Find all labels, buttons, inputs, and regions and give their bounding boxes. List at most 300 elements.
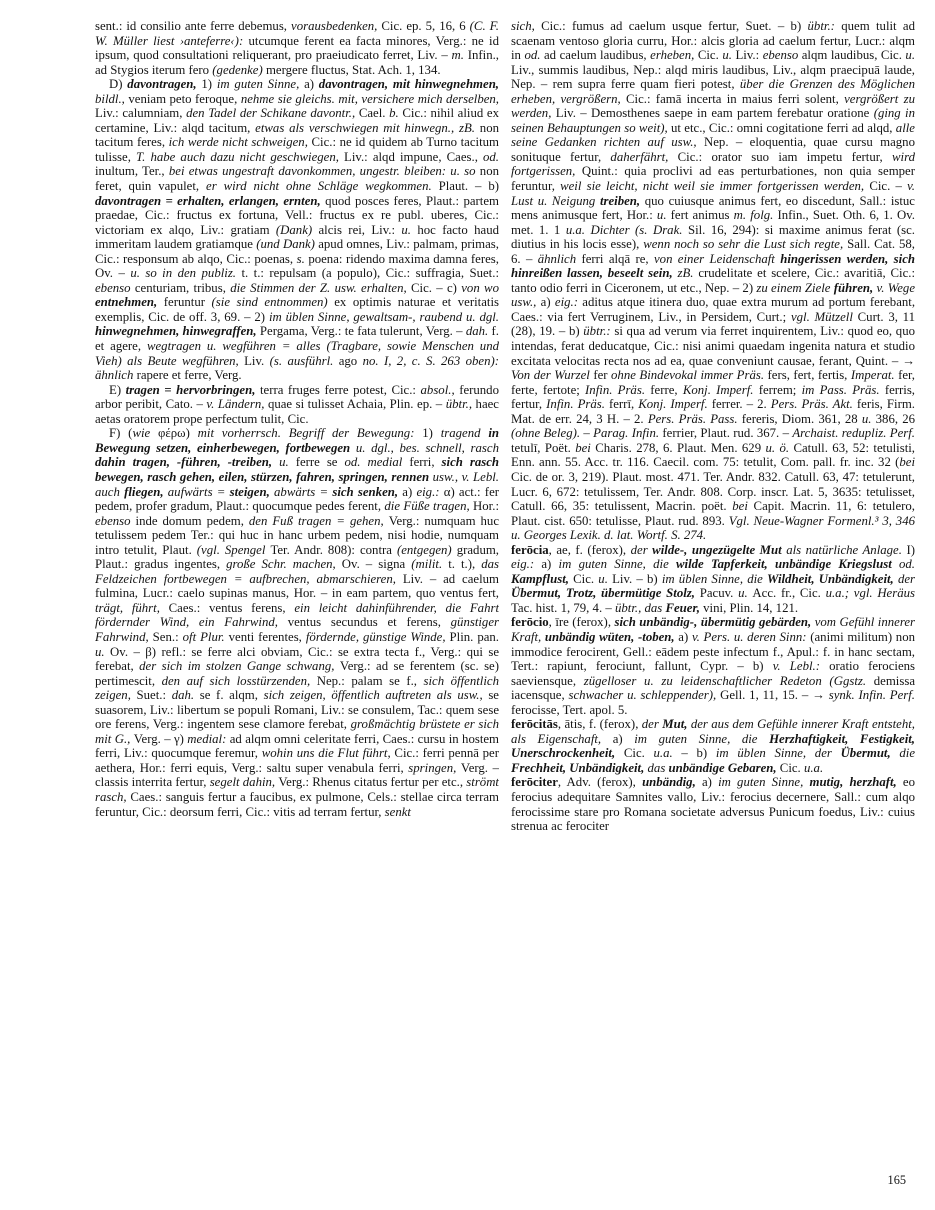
text-run-italic: der aus dem Gefühle innerer Kraft entsteht, als Eigenschaft,	[511, 717, 915, 746]
text-run-italic: der sich im stolzen Gange schwang,	[139, 659, 340, 674]
text-run: a)	[701, 775, 719, 790]
text-run-italic: u. so in den publiz.	[130, 266, 242, 281]
text-run-italic: Konj. Imperf.	[682, 382, 759, 397]
text-run: alcis rei, Liv.:	[318, 222, 402, 237]
text-run: hoc facto haud immeritam laudem gratiamque	[95, 222, 499, 252]
text-run-italic: nehme sie gleichs. mit, versichere mich derselben,	[240, 91, 499, 106]
text-run: a)	[541, 557, 559, 572]
text-run-italic: (Dank)	[275, 222, 319, 237]
text-run: quo cuiusque animus fert, eo discedunt, Sall.: istuc mens animusque fert, Hor.:	[511, 193, 915, 223]
text-run-italic: v. Wege usw.,	[511, 280, 915, 310]
text-run-italic: fördernde, günstige Winde,	[305, 629, 450, 644]
text-run-italic: od.	[483, 149, 499, 164]
text-run: Cic.	[573, 571, 599, 586]
text-run: Tac. hist. 1, 79, 4. –	[511, 600, 615, 615]
text-run: apud omnes, Liv.: palmam, primas, Cic.: responsum ab alqo, Cic.: poenas,	[95, 237, 499, 266]
text-run-italic: v. Lust u. Neigung	[511, 179, 915, 208]
text-run: Plaut. – b)	[438, 179, 499, 194]
text-run-bold-italic: Mut,	[662, 717, 691, 732]
text-run: Cic.: famā incerta in maius ferri solent,	[626, 91, 845, 106]
text-run-italic: u. dgl., bes. schnell, rasch	[355, 440, 499, 455]
text-run: a)	[540, 295, 555, 310]
text-run: non feret, quin vapulet,	[95, 164, 499, 194]
text-run: rapere et ferre, Verg.	[136, 368, 242, 383]
text-run-italic: im Pass. Präs.	[801, 382, 885, 397]
text-run-italic: ein leicht dahinführender, die Fahrt fördernder Wind, ein Fahrwind,	[95, 600, 499, 630]
text-run-italic: u.a.; vgl. Heräus	[825, 586, 915, 601]
text-run-italic: erheben,	[650, 48, 698, 63]
text-run: ferre se	[295, 455, 345, 470]
text-run-italic: v. Lebl.:	[772, 659, 830, 674]
text-run-italic: segelt dahin,	[209, 775, 279, 790]
text-run-italic: bildl.,	[95, 91, 129, 106]
text-run: Pacuv.	[699, 586, 739, 601]
text-run: gradum, Plaut.: gradus ingentes,	[95, 542, 499, 572]
text-run: t. t.),	[448, 557, 482, 572]
text-run-italic: u.	[656, 208, 671, 223]
text-run: Liv.: alqd impune, Caes.,	[344, 149, 483, 164]
paragraph	[95, 426, 499, 819]
text-run-italic: zB.	[677, 266, 699, 281]
text-run: ferrier, Plaut. rud. 367. –	[662, 426, 793, 441]
text-run: feruntur	[163, 295, 212, 310]
headword: ferōciter	[511, 775, 558, 790]
text-run: Cic.	[623, 746, 654, 761]
text-run-italic: v. Ländern,	[206, 397, 268, 412]
text-run-italic: u.a. Dichter (s. Drak.	[565, 222, 688, 237]
text-run-italic: den Fuß tragen = gehen,	[248, 513, 389, 528]
text-run: φέρω)	[158, 426, 198, 441]
text-run-italic: übtr., das	[614, 600, 666, 615]
text-run-italic: absol.,	[420, 382, 460, 397]
text-run-italic: etwas als verschwiegen mit hinwegn., zB.	[255, 120, 480, 135]
text-run-italic: von wo	[461, 280, 499, 295]
text-run-italic: (C. F. W. Müller liest ›anteferre‹):	[95, 19, 499, 48]
text-run: quem tulit ad scaenam ventoso gloria curru, Hor.: alcis gloria ad caelum fertur, Lucr.: alqm in	[511, 19, 915, 63]
text-run-italic: m. folg.	[733, 208, 778, 223]
text-run-bold-italic: sich senken,	[332, 484, 403, 499]
text-run-bold-italic: Feuer,	[665, 600, 704, 615]
text-run-italic: (ohne Beleg).	[511, 426, 584, 441]
text-run-italic: im üblen Sinne, gewaltsam-, raubend u. dgl.	[268, 309, 499, 324]
text-run: I)	[906, 542, 915, 557]
text-run-italic: u.	[401, 222, 418, 237]
text-run-italic: abwärts =	[274, 484, 333, 499]
headword: ferōcio	[511, 615, 549, 630]
text-run-italic: u.	[722, 48, 736, 63]
text-run: poena: ridendo maxima damna feres, Ov. –	[95, 251, 499, 281]
text-run: Cic.: ferri pennā per aethera, Hor.: ferri equis, Verg.: saltu super venabula ferri,	[95, 746, 499, 775]
text-run: Charis. 278, 6. Plaut. Men. 629	[595, 440, 766, 455]
text-run-bold-italic: davontragen,	[127, 77, 202, 92]
text-run: Infin., Suet. Oth. 6, 1. Ov. met. 1. 1	[511, 208, 915, 237]
text-run: 1)	[201, 77, 217, 92]
text-run-italic: ähnlich	[537, 251, 582, 266]
text-run: E)	[109, 382, 126, 397]
text-run-italic: (sie sind entnommen)	[211, 295, 335, 310]
text-run: ad caelum laudibus,	[544, 48, 651, 63]
text-run: , ātis, f. (ferox),	[557, 717, 642, 732]
text-run-bold-italic: hinwegnehmen, hinwegraffen,	[95, 324, 260, 339]
text-run-italic: zügelloser u. zu leidenschaftlicher Redeton (Ggstz.	[583, 673, 874, 688]
text-run-bold-italic: unbändig,	[642, 775, 702, 790]
text-run-italic: als natürliche Anlage.	[786, 542, 907, 557]
paragraph	[511, 717, 915, 775]
text-run: Caes.: sanguis fertur a faucibus, ex pulmone, Cels.: stellae circa terram feruntur, Cic.: deorsum ferri, Cic.: vitis ad terram fertur,	[95, 789, 499, 819]
text-run-italic: eig.:	[511, 557, 542, 572]
text-run: Ov. – β) refl.: se ferre alci obviam, Cic.: se extra tecta f., Verg.: qui se ferebat,	[95, 644, 499, 674]
text-run-italic: das Feldzeichen fortbewegen = aufbrechen, abmarschieren,	[95, 557, 499, 586]
text-run: Cic. de or. 3, 219). Plaut. most. 471. Ter. Andr. 832. Catull. 63, 47: tetulerunt, Lucr. 6, 672: tetulissem, Ter. Andr. 808. Corp. inscr. Lat. 5, 3635: tetulisset, Catull. 66, 35: tetulissent, Macrin. poët.	[511, 469, 915, 514]
text-run: ex optimis naturae et veritatis exemplis, Cic. de off. 3, 69. – 2)	[95, 295, 499, 324]
text-run-bold-italic: mutig, herzhaft,	[809, 775, 903, 790]
text-run: terra fruges ferre potest, Cic.:	[259, 382, 421, 397]
text-run-italic: bei	[575, 440, 596, 455]
text-run-bold-italic: Übermut,	[840, 746, 900, 761]
text-run-italic: eig.:	[554, 295, 583, 310]
text-run-bold-italic: führen,	[833, 280, 877, 295]
text-run-italic: u.	[279, 455, 296, 470]
text-run-italic: ich werde nicht schweigen,	[168, 135, 312, 150]
text-run: centuriam, tribus,	[134, 280, 231, 295]
text-run: ferrem;	[758, 382, 802, 397]
text-run-italic: sich zeigen, öffentlich auftreten als usw.,	[263, 688, 489, 703]
text-run-bold-italic: wilde-, ungezügelte Mut	[652, 542, 787, 557]
text-run-italic: u.	[905, 48, 915, 63]
text-run-italic: u.	[861, 411, 876, 426]
text-run-bold-italic: fliegen,	[124, 484, 168, 499]
text-run-italic: dah.	[171, 688, 200, 703]
text-run-italic: Infin. Präs.	[585, 382, 651, 397]
text-run-italic: s.	[296, 251, 309, 266]
text-run: F) (	[109, 426, 133, 441]
text-run-italic: (entgegen)	[396, 542, 457, 557]
text-run-italic: bei	[732, 499, 754, 514]
text-run-italic: Pers. Präs. Akt.	[770, 397, 857, 412]
text-run-italic: (ging in seinen Behauptungen so weit),	[511, 106, 915, 135]
text-run: Verg.: numquam huc tetulissem pedem Ter.: qui huc in hanc urbem pedem, nisi hodie, numquam intro tetulit, Plaut.	[95, 513, 499, 557]
text-run-italic: Von der Wurzel	[511, 368, 594, 383]
text-run: Hor.:	[473, 499, 499, 514]
text-run: a)	[402, 484, 417, 499]
text-run: non tacitum feres,	[95, 120, 499, 150]
text-run-italic: die Füße tragen,	[384, 499, 474, 514]
text-run-italic: u.a.	[653, 746, 682, 761]
text-run-italic: ebenso	[95, 513, 136, 528]
text-run: Pergama, Verg.: te fata tulerunt, Verg. –	[259, 324, 466, 339]
text-run-bold-italic: unbändige Gebaren,	[668, 760, 780, 775]
text-run-bold-italic: wilde Tapferkeit, unbändige Kriegslust	[676, 557, 899, 572]
text-run: fereris, Diom. 361, 28	[741, 411, 862, 426]
text-run-italic: Pers. Präs. Pass.	[647, 411, 742, 426]
text-run-italic: daherfährt,	[610, 149, 678, 164]
text-run: se suasorem, Liv.: libertum se populi Romani, Liv.: se consulem, Tac.: quem sese ore ferens, Verg.: ingentem sese clamore ferebat,	[95, 688, 499, 732]
text-run-bold-italic: sich unbändig-, übermütig gebärden,	[614, 615, 815, 630]
text-run-bold-italic: davontragen = erhalten, erlangen, ernten,	[95, 193, 326, 208]
text-run: Ov. – signa	[341, 557, 412, 572]
text-run: ferre,	[650, 382, 683, 397]
text-run-italic: wenn noch so sehr die Lust sich regte,	[643, 237, 848, 252]
text-run: fers, fert, fertis,	[767, 368, 851, 383]
text-run: Nep.: palam se f.,	[316, 673, 424, 688]
text-run: Cic.: fumus ad caelum usque fertur, Suet. – b)	[541, 19, 808, 33]
text-run: –	[583, 426, 594, 441]
paragraph	[511, 19, 915, 543]
text-run: tetulī, Poët.	[511, 440, 576, 455]
text-run: – b)	[681, 746, 716, 761]
text-run: ut etc., Cic.: omni cogitatione ferri ad alqd,	[671, 120, 896, 135]
text-run: ferocisse, Tert. apol. 5.	[511, 702, 628, 717]
paragraph	[95, 19, 499, 77]
text-run-italic: od.	[899, 557, 915, 572]
text-run: si qua ad verum via ferret inquirentem, Liv.: quod eo, quo intendas, ferat deducatque, Cic.: nisi animi quaedam ingenita natura et studio excitata velocitas recta nos ad ea, quae conveniunt causae, ferant, Quint. – →	[511, 324, 915, 368]
text-run: venti ferentes,	[228, 629, 306, 644]
text-run-italic: vgl. Mützell	[790, 309, 858, 324]
text-run: demissa iacensque,	[511, 673, 915, 703]
text-run-bold-italic: unbändig wüten, -toben,	[544, 629, 679, 644]
headword: ferōcitās	[511, 717, 558, 732]
paragraph	[511, 615, 915, 717]
text-run-italic: no. I, 2, c. S. 263 oben): ähnlich	[95, 353, 499, 383]
text-run: Liv.	[244, 353, 270, 368]
text-run: ferrī,	[608, 397, 639, 412]
text-run-italic: alle seine Gedanken richten auf usw.,	[511, 120, 915, 150]
text-run: alqm laudibus, Cic.	[801, 48, 906, 63]
paragraph	[511, 543, 915, 616]
text-run-italic: b.	[389, 106, 403, 121]
text-run-italic: der	[630, 542, 653, 557]
text-run-italic: wegtragen u. wegführen = alles (Tragbare, sowie Menschen und Vieh) als Beute wegführen,	[95, 339, 499, 368]
text-run-italic: synk. Infin. Perf.	[828, 688, 915, 703]
text-run-italic: im üblen Sinne, die	[661, 571, 768, 586]
text-run-italic: (vgl. Spengel	[196, 542, 271, 557]
headword: ferōcia	[511, 542, 549, 557]
text-run-italic: mit vorherrsch. Begriff der Bewegung:	[197, 426, 423, 441]
text-run: a)	[678, 629, 692, 644]
text-run: Capit. Macrin. 11, 6: tetulero, Plaut. cist. 650: tetulisse, Plaut. rud. 893.	[511, 499, 915, 528]
text-run: 386, 26	[875, 411, 915, 426]
text-run-italic: wohin uns die Flut führt,	[261, 746, 395, 761]
text-run-italic: der	[641, 717, 663, 732]
text-run: ventus secundus et ferens,	[287, 615, 451, 630]
text-run-italic: Imperat.	[850, 368, 899, 383]
text-run: Liv. – ad caelum fulmina, Lucr.: caelo supinas manus, Hor. – in eam partem, quo ventus fert,	[95, 571, 499, 601]
text-run: Caes.: ventus ferens,	[168, 600, 295, 615]
text-run-bold-italic: tragen = hervorbringen,	[125, 382, 260, 397]
text-run-italic: von einer Leidenschaft	[653, 251, 781, 266]
text-run: Verg. – γ)	[133, 731, 188, 746]
text-run-italic: sich,	[511, 19, 542, 33]
text-run: ad alqm omni celeritate ferri, Caes.: cursu in hostem ferri, Liv.: quocumque feremur,	[95, 731, 499, 761]
text-run: sent.: id consilio ante ferre debemus,	[95, 19, 292, 33]
text-run-italic: bei etwas ungestraft davonkommen, ungestr. bleiben: u. so	[168, 164, 480, 179]
text-run-italic: tragend	[440, 426, 489, 441]
text-run-bold-italic: Wildheit, Unbändigkeit,	[767, 571, 898, 586]
text-run-italic: vorausbedenken,	[291, 19, 382, 33]
text-run: mergere fluctus, Stat. Ach. 1, 134.	[265, 62, 441, 77]
text-run: Liv. – Demosthenes saepe in eam partem ferebatur oratione	[555, 106, 874, 121]
text-run: D)	[109, 77, 128, 92]
text-run: inde domum pedem,	[135, 513, 249, 528]
text-run: inultum, Ter.,	[95, 164, 169, 179]
text-run: aditus atque itinera duo, quae extra murum ad portum ferebant, Caes.: via fert Verruginem, Liv., in Persidem, Curt.;	[511, 295, 915, 324]
text-run-italic: usw., v. Lebl. auch	[95, 469, 499, 499]
text-run-italic: günstiger Fahrwind,	[95, 615, 499, 644]
text-run-italic: große Schr. machen,	[226, 557, 342, 572]
text-run-italic: vom Gefühl innerer Kraft,	[511, 615, 915, 644]
text-run: (animi militum) non immodice ferocirent, Gell.: eādem peste infectum f., Apul.: f. in hanc sectam, Tert.: rapiunt, ferociunt, fallunt, Cypr. – b)	[511, 629, 915, 674]
text-run: Cic.	[697, 48, 723, 63]
text-run: a)	[612, 731, 635, 746]
text-run-italic: od.	[524, 48, 544, 63]
text-run-italic: vergrößert zu werden,	[511, 91, 915, 121]
text-run-italic: sich öffentlich zeigen,	[95, 673, 499, 703]
text-run: f. et agere,	[95, 324, 499, 354]
text-run-italic: ebenso	[762, 48, 802, 63]
text-run-italic: T. habe auch dazu nicht geschwiegen,	[136, 149, 345, 164]
text-run-italic: medial:	[187, 731, 230, 746]
text-run: Cael.	[358, 106, 390, 121]
text-run: Acc. fr., Cic.	[752, 586, 826, 601]
text-run: , Adv. (ferox),	[557, 775, 643, 790]
text-run-italic: übtr.:	[583, 324, 615, 339]
text-run-italic: u.	[738, 586, 753, 601]
text-run-italic: (s. ausführl.	[269, 353, 339, 368]
text-run-italic: wie	[132, 426, 159, 441]
text-run-italic: (milit.	[411, 557, 449, 572]
text-run-italic: die	[899, 746, 915, 761]
text-run: Plin. pan.	[449, 629, 499, 644]
text-run-italic: großmächtig brüstete er sich mit G.,	[95, 717, 499, 746]
text-run: Cic. –	[869, 179, 908, 194]
text-run-italic: m.	[451, 48, 468, 63]
text-run-italic: die Stimmen der Z. usw. erhalten,	[230, 280, 411, 295]
text-run: fer	[593, 368, 612, 383]
text-run-italic: Parag. Infin.	[593, 426, 663, 441]
text-run-italic: strömt rasch,	[95, 775, 499, 804]
text-run-italic: den Tadel der Schikane davontr.,	[186, 106, 359, 121]
text-run: vini, Plin. 14, 121.	[703, 600, 799, 615]
text-run: ferri,	[409, 455, 442, 470]
paragraph	[95, 77, 499, 382]
text-run-italic: senkt	[384, 804, 411, 819]
text-run-italic: weil sie leicht, nicht weil sie immer fortgerissen werden,	[560, 179, 870, 194]
text-run-italic: od. medial	[344, 455, 410, 470]
text-run: a)	[304, 77, 319, 92]
text-run: ferundo arbor peribit, Cato. –	[95, 382, 499, 412]
text-run-italic: (gedenke)	[212, 62, 266, 77]
text-run-italic: ohne Bindevokal immer Präs.	[611, 368, 768, 383]
text-run-italic: im üblen Sinne, der	[715, 746, 841, 761]
text-run-bold-italic: steigen,	[229, 484, 275, 499]
text-run-bold-italic: in Bewegung setzen, einherbewegen, fortbewegen	[95, 426, 499, 455]
text-run-italic: das	[647, 760, 669, 775]
text-run-italic: Infin. Präs.	[546, 397, 609, 412]
text-run-italic: dah.	[465, 324, 492, 339]
text-run-italic: trägt, führt,	[95, 600, 169, 615]
text-run-italic: über die Grenzen des Möglichen erheben, vergrößern,	[511, 77, 915, 106]
text-run-bold-italic: sich rasch bewegen, rasch gehen, eilen, stürzen, fahren, springen, rennen	[95, 455, 499, 484]
text-run-italic: u. ö.	[765, 440, 794, 455]
text-run: Infin., ad Stygios iterum fero	[95, 48, 499, 77]
text-run-bold-italic: treiben,	[599, 193, 645, 208]
text-run-italic: im guten Sinne, die	[558, 557, 677, 572]
text-run-italic: Archaist. redupliz. Perf.	[792, 426, 915, 441]
text-run-bold-italic: dahin tragen, -führen, -treiben,	[95, 455, 280, 470]
text-run-bold-italic: hingerissen werden, sich hinreißen lassen, beseelt sein,	[511, 251, 915, 281]
text-run-italic: v. Pers. u. deren Sinn:	[691, 629, 811, 644]
text-run-italic: bei	[899, 455, 915, 470]
text-run: Sall. Cat. 58, 6. –	[511, 237, 915, 266]
text-run-bold-italic: Kampflust,	[511, 571, 574, 586]
text-run-bold-italic: davontragen, mit hinwegnehmen,	[318, 77, 499, 92]
text-run-italic: (und Dank)	[256, 237, 319, 252]
right-column	[511, 19, 915, 1175]
text-run: Liv.: calumniam,	[95, 106, 187, 121]
text-run-italic: übtr.,	[445, 397, 476, 412]
paragraph	[511, 775, 915, 833]
text-run: fer, ferte, fertote;	[511, 368, 915, 397]
text-run-bold-italic: Herzhaftigkeit, Festigkeit, Unerschrockenheit,	[511, 731, 915, 761]
text-run: Cic. – c)	[410, 280, 462, 295]
text-run: Cic. ep. 5, 16, 6	[381, 19, 470, 33]
left-column	[95, 19, 499, 1175]
text-run: crudelitate et scelere, Cic.: avaritiā, Cic.: tanto odio ferri in Ciceronem, ut etc., Nep. – 2)	[511, 266, 915, 295]
text-run-italic: zu einem Ziele	[756, 280, 834, 295]
text-run-italic: im guten Sinne,	[718, 775, 810, 790]
text-run: Quint.: quia proclivi ad eas perturbationes, non quia semper feruntur,	[511, 164, 915, 194]
text-run: ferrer. – 2.	[711, 397, 771, 412]
text-run-italic: im guten Sinne, die	[634, 731, 770, 746]
text-run: oratio ferociens saeviensque,	[511, 659, 915, 688]
text-run: Sen.:	[152, 629, 183, 644]
text-run: veniam peto feroque,	[128, 91, 241, 106]
text-run: Catull. 63, 52: tetulisti, Enn. ann. 55. Acc. tr. 116. Caecil. com. 75: tetulit, Com. pall. fr. inc. 32 (	[511, 440, 915, 470]
text-run: feris, Firm. Mat. de err. 24, 3 H. – 2.	[511, 397, 915, 426]
text-run: ago	[338, 353, 363, 368]
text-run: Suet.:	[136, 688, 172, 703]
text-run-italic: ebenso	[95, 280, 135, 295]
text-run: Nep. – eloquentia, quae cursu magno sonituque fertur,	[511, 135, 915, 164]
text-run-italic: u.	[598, 571, 613, 586]
text-run: Cic.: nihil aliud ex certamine, Liv.: alqd tacitum,	[95, 106, 499, 135]
text-run: Cic.: orator suo iam impetu fertur,	[677, 149, 892, 164]
text-run: , īre (ferox),	[548, 615, 615, 630]
text-run: Sil. 16, 294): si maxime animus ferat (sc. diutius in his locis esse),	[511, 222, 915, 252]
text-run-italic: u.	[95, 644, 111, 659]
text-run: fert animus	[670, 208, 734, 223]
text-run-bold-italic: Übermut, Trotz, übermütige Stolz,	[511, 586, 700, 601]
text-run-italic: oft Plur.	[182, 629, 229, 644]
text-run: Cic.	[779, 760, 804, 775]
text-run-italic: der	[897, 571, 915, 586]
text-run: quod posces feres, Plaut.: partem praedae, Cic.: fructus ex fortuna, Vell.: fructus ex re publ. uberes, Cic.: victoriam ex alqo, Liv.: gratiam	[95, 193, 499, 237]
text-run: utcumque ferent ea facta minores, Verg.: ne id ipsum, quod consultationi reliquerant, pro praeiudicato ferret, Liv. –	[95, 33, 499, 63]
text-run: Verg.: Rhenus citatus fertur per etc.,	[278, 775, 467, 790]
text-run: haec aetas oratorem prope perfectum tulit, Cic.	[95, 397, 499, 426]
paragraph	[95, 383, 499, 427]
text-run: ferris, fertur,	[511, 382, 915, 412]
text-run: Liv. – b)	[612, 571, 662, 586]
text-run-italic: er wird nicht ohne Schläge wegkommen.	[206, 179, 439, 194]
text-run-italic: u.a.	[803, 760, 824, 775]
text-run-italic: Vgl. Neue-Wagner Formenl.³ 3, 346 u. Georges Lexik. d. lat. Wortf. S. 274.	[511, 513, 915, 543]
text-run-bold-italic: Frechheit, Unbändigkeit,	[511, 760, 648, 775]
text-run-italic: aufwärts =	[167, 484, 230, 499]
text-run: Liv.:	[735, 48, 763, 63]
text-run: Verg. – classis interrita fertur,	[95, 760, 499, 790]
text-run-italic: im guten Sinne,	[216, 77, 305, 92]
